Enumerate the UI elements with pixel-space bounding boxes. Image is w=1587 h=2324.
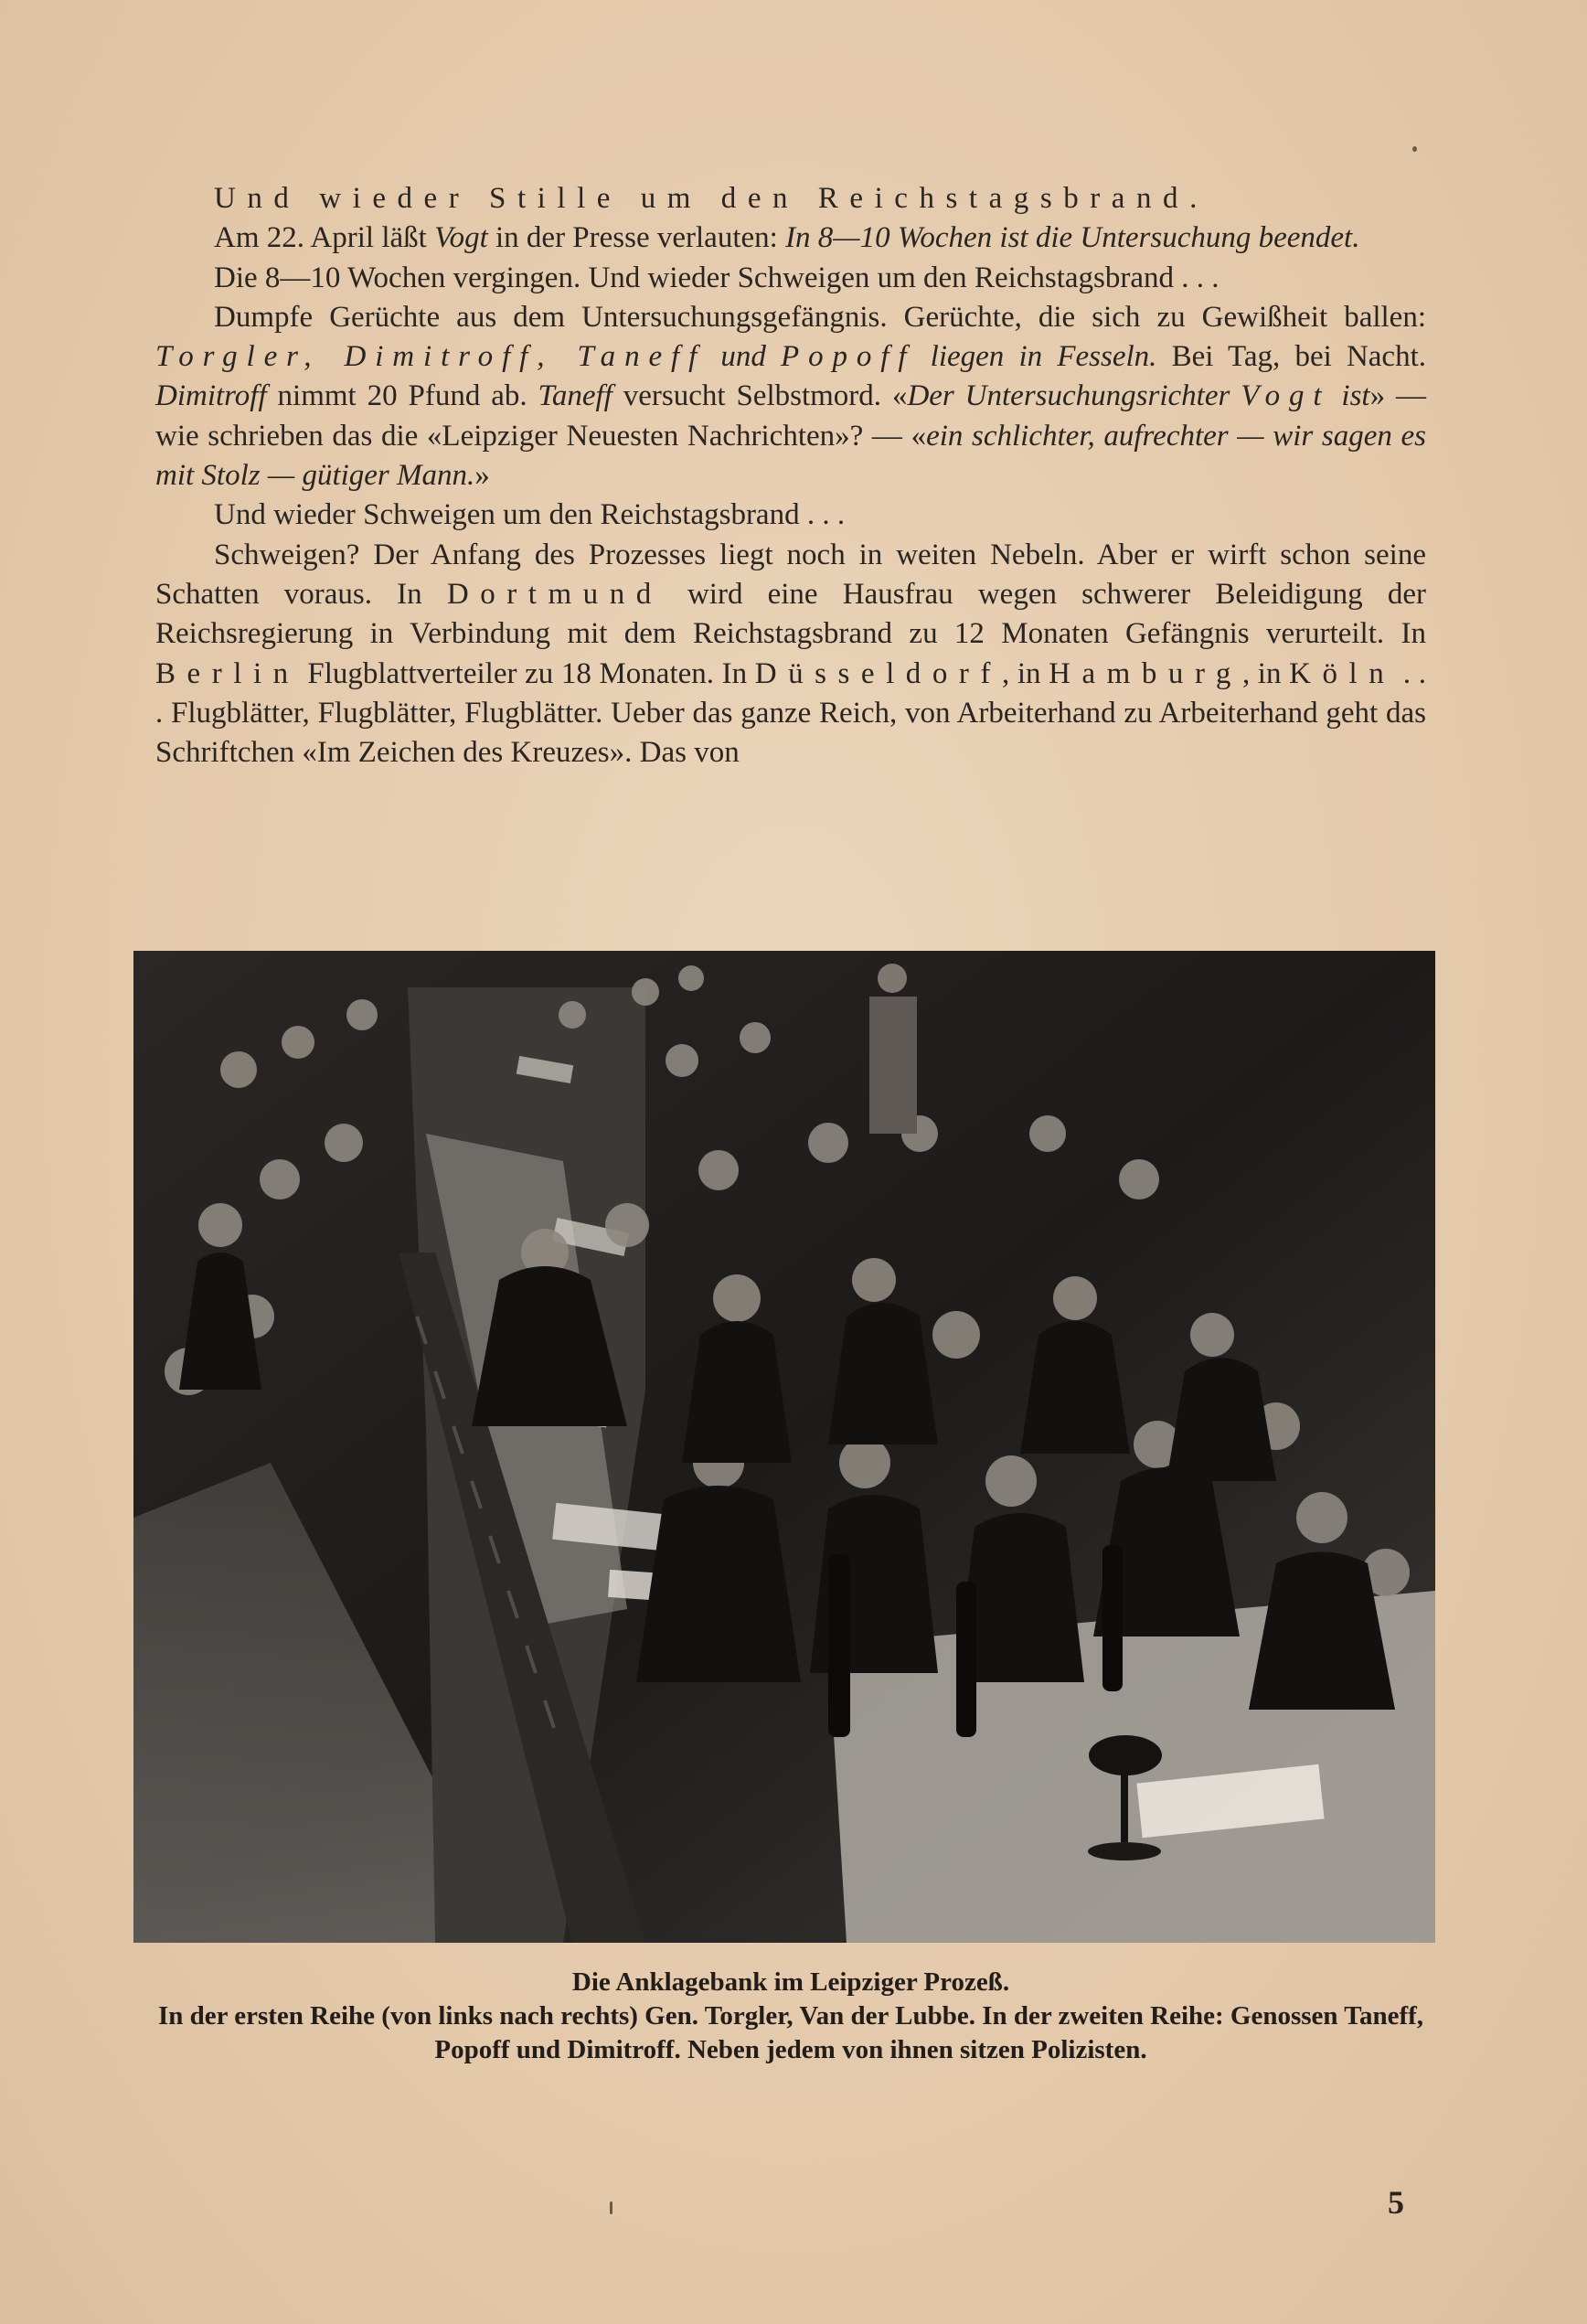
paragraph-2: Am 22. April läßt Vogt in der Presse verlauten: In 8—10 Wochen ist die Untersuchung beendet. xyxy=(214,221,1360,255)
paragraph-3: Die 8—10 Wochen vergingen. Und wieder Schweigen um den Reichstagsbrand . . . xyxy=(214,261,1220,294)
photo-caption xyxy=(155,1966,1426,2067)
paragraph-5: Und wieder Schweigen um den Reichstagsbrand . . . xyxy=(214,498,846,532)
page-number: 5 xyxy=(1388,2184,1404,2221)
caption-title: Die Anklagebank im Leipziger Prozeß. xyxy=(571,1967,1010,1997)
body-text xyxy=(155,179,1426,773)
paragraph-6: Schweigen? Der Anfang des Prozesses liegt noch in weiten Nebeln. Aber er wirft schon seine Schatten voraus. In Dortmund wird eine Hausfrau wegen schwerer Beleidigung der Reichsregierung in Verbindung mit dem Reichstagsbrand zu 12 Monaten Gefängnis verurteilt. In Berlin Flugblattverteiler zu 18 Monaten. In Düsseldorf, in Hamburg, in Köln . . . Flugblätter, Flugblätter, Flugblätter. Ueber das ganze Reich, von Arbeiterhand zu Arbeiterhand geht das Schriftchen «Im Zeichen des Kreuzes». Das von xyxy=(155,538,1426,770)
paragraph-4: Dumpfe Gerüchte aus dem Untersuchungsgefängnis. Gerüchte, die sich zu Gewißheit ballen: Torgler, Dimitroff, Taneff und Popoff liegen in Fesseln. Bei Tag, bei Nacht. Dimitroff nimmt 20 Pfund ab. Taneff versucht Selbstmord. «Der Untersuchungsrichter Vogt ist» — wie schrieben das die «Leipziger Neuesten Nachrichten»? — «ein schlichter, aufrechter — wir sagen es mit Stolz — gütiger Mann.» xyxy=(155,300,1427,493)
paper-speck xyxy=(1412,146,1417,152)
paragraph-1: Und wieder Stille um den Reichstagsbrand. xyxy=(214,182,1209,215)
courtroom-photo xyxy=(133,951,1435,1943)
paper-speck xyxy=(610,2201,612,2214)
caption-body: In der ersten Reihe (von links nach rechts) Gen. Torgler, Van der Lubbe. In der zweiten Reihe: Genossen Taneff, Popoff und Dimitroff. Neben jedem von ihnen sitzen Polizisten. xyxy=(157,2001,1424,2064)
